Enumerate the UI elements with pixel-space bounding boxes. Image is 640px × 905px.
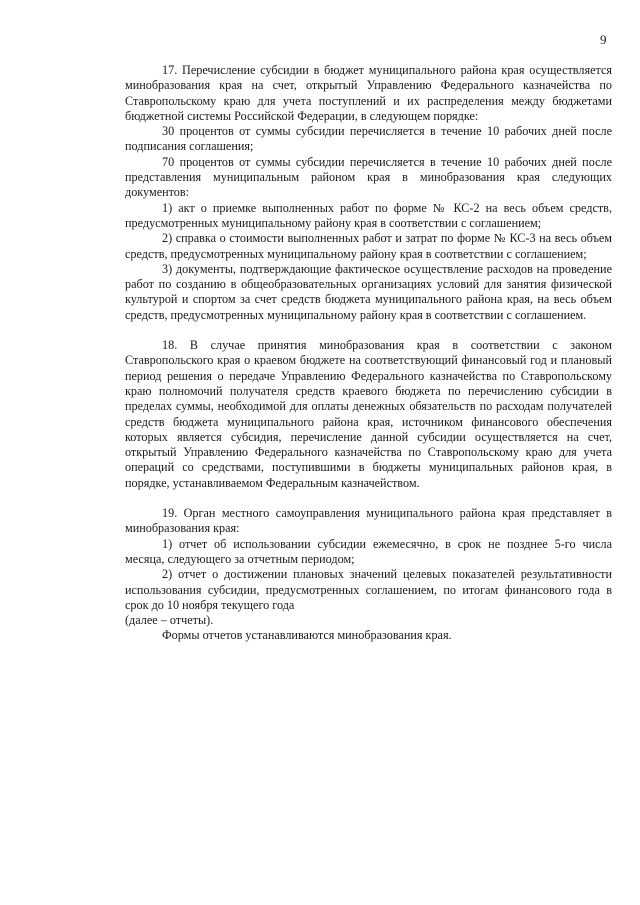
page-number: 9 [600, 32, 607, 47]
paragraph-19-item-2: 2) отчет о достижении плановых значений целевых показателей результативности использования субсидии, предусмотренных соглашением, по итогам финансового года в срок до 10 ноября текущего года [125, 567, 612, 612]
document-body [125, 63, 612, 644]
paragraph-17-tranche-30: 30 процентов от суммы субсидии перечисляется в течение 10 рабочих дней после подписания соглашения; [125, 124, 612, 154]
paragraph-17-item-1: 1) акт о приемке выполненных работ по форме № КС-2 на весь объем средств, предусмотренных муниципальному району края в соответствии с соглашением; [125, 200, 612, 230]
paragraph-19-forms: Формы отчетов устанавливаются минобразования края. [162, 628, 452, 643]
paragraph-17-item-2: 2) справка о стоимости выполненных работ и затрат по форме № КС-3 на весь объем средств, предусмотренных муниципальному району края в соответствии с соглашением; [125, 231, 612, 261]
paragraph-18: 18. В случае принятия минобразования края в соответствии с законом Ставропольского края о краевом бюджете на соответствующий финансовый год и плановый период решения о передаче Управлению Федерального казначейства по Ставропольскому краю полномочий получателя средств краевого бюджета по перечислению субсидии в пределах суммы, необходимой для оплаты денежных обязательств по расходам получателей средств бюджета муниципального района края, источником финансового обеспечения которых является субсидия, перечисление данной субсидии осуществляется на счет, открытый Управлению Федерального казначейства по Ставропольскому краю для учета операций со средствами, поступившими в бюджеты муниципальных районов края, в порядке, устанавливаемом Федеральным казначейством. [125, 338, 612, 490]
paragraph-19-note: (далее – отчеты). [125, 613, 214, 628]
paragraph-19-item-1: 1) отчет об использовании субсидии ежемесячно, в срок не позднее 5-го числа месяца, следующего за отчетным периодом; [125, 536, 612, 566]
section-gap [125, 491, 612, 506]
paragraph-17-tranche-70: 70 процентов от суммы субсидии перечисляется в течение 10 рабочих дней после представления муниципальным районом края в минобразования края следующих документов: [125, 154, 612, 200]
paragraph-17-item-3: 3) документы, подтверждающие фактическое осуществление расходов на проведение работ по созданию в общеобразовательных организациях условий для занятия физической культурой и спортом за счет средств бюджета муниципального района края, на весь объем средств, предусмотренных муниципальному району края в соответствии с соглашением. [125, 261, 612, 322]
paragraph-17: 17. Перечисление субсидии в бюджет муниципального района края осуществляется минобразования края на счет, открытый Управлению Федерального казначейства по Ставропольскому краю для учета поступлений и их распределения между бюджетами бюджетной системы Российской Федерации, в следующем порядке: [125, 63, 612, 123]
paragraph-19: 19. Орган местного самоуправления муниципального района края представляет в минобразования края: [125, 506, 612, 536]
section-gap [125, 323, 612, 338]
